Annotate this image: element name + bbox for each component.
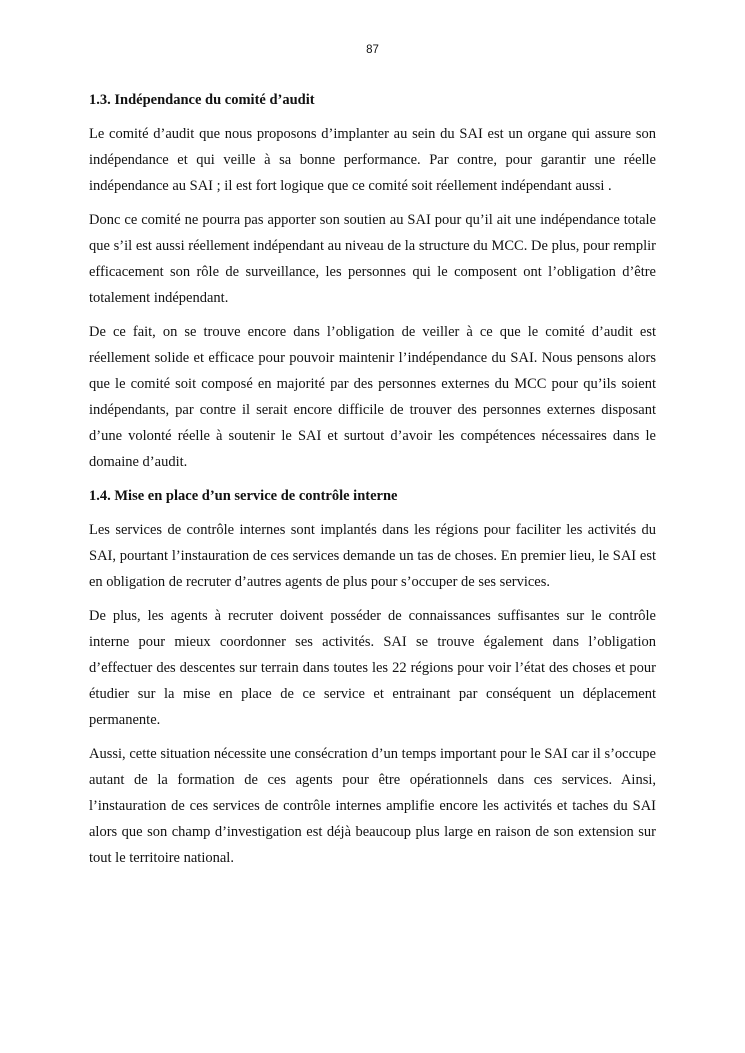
paragraph: Le comité d’audit que nous proposons d’implanter au sein du SAI est un organe qui assure son indépendance et qui veille à sa bonne performance. Par contre, pour garantir une réelle indépendance au SAI ; il est fort logique que ce comité soit réellement indépendant aussi . <box>89 126 656 194</box>
paragraph: Les services de contrôle internes sont implantés dans les régions pour faciliter les activités du SAI, pourtant l’instauration de ces services demande un tas de choses. En premier lieu, le SAI est en obligation de recruter d’autres agents de plus pour s’occuper de ses services. <box>89 522 656 590</box>
section-heading-1-3: 1.3. Indépendance du comité d’audit <box>89 92 315 108</box>
section-heading-1-4: 1.4. Mise en place d’un service de contrôle interne <box>89 488 398 504</box>
page-number: 87 <box>366 44 379 56</box>
paragraph: De ce fait, on se trouve encore dans l’obligation de veiller à ce que le comité d’audit est réellement solide et efficace pour pouvoir maintenir l’indépendance du SAI. Nous pensons alors que le comité soit composé en majorité par des personnes externes du MCC pour qu’ils soient indépendants, par contre il serait encore difficile de trouver des personnes externes disposant d’une volonté réelle à soutenir le SAI et surtout d’avoir les compétences nécessaires dans le domaine d’audit. <box>89 324 656 470</box>
paragraph: De plus, les agents à recruter doivent posséder de connaissances suffisantes sur le contrôle interne pour mieux coordonner ses activités. SAI se trouve également dans l’obligation d’effectuer des descentes sur terrain dans toutes les 22 régions pour voir l’état des choses et pour étudier sur la mise en place de ce service et entrainant par conséquent un déplacement permanente. <box>89 608 656 728</box>
document-body <box>89 87 656 879</box>
paragraph: Aussi, cette situation nécessite une consécration d’un temps important pour le SAI car il s’occupe autant de la formation de ces agents pour être opérationnels dans ces services. Ainsi, l’instauration de ces services de contrôle internes amplifie encore les activités et taches du SAI alors que son champ d’investigation est déjà beaucoup plus large en raison de son extension sur tout le territoire national. <box>89 746 656 866</box>
paragraph: Donc ce comité ne pourra pas apporter son soutien au SAI pour qu’il ait une indépendance totale que s’il est aussi réellement indépendant au niveau de la structure du MCC. De plus, pour remplir efficacement son rôle de surveillance, les personnes qui le composent ont l’obligation d’être totalement indépendant. <box>89 212 656 306</box>
